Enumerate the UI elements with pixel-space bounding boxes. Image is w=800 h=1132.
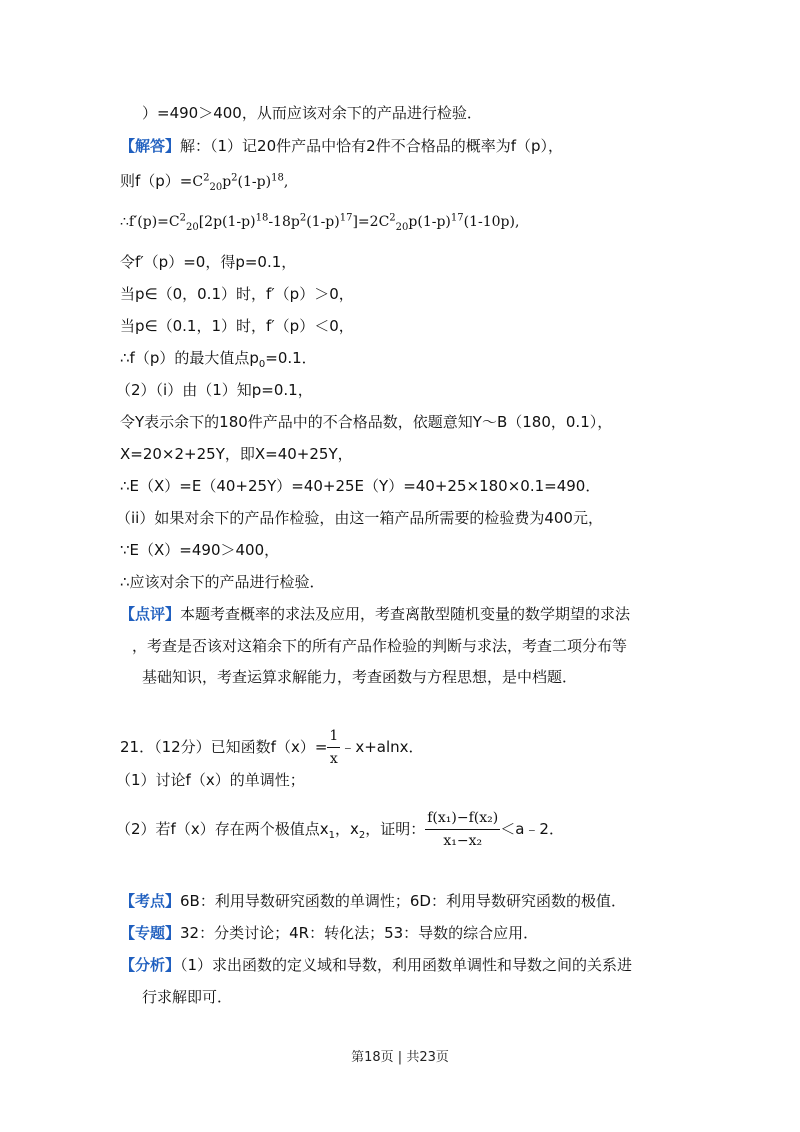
formula-derivative: $\therefore f'(p)=C^2_{20}[2p(1-p)^{18}-18p^2(1-p)^{17}]=2C^2_{20}p(1-p)^{17}(1-10p)$, <box>120 212 520 233</box>
text-line: ∴E（X）=E（40+25Y）=40+25E（Y）=40+25×180×0.1=490． <box>120 477 601 495</box>
text-line: ∵E（X）=490＞400， <box>120 541 280 559</box>
text-line: （2）（i）由（1）知p=0.1， <box>116 381 313 399</box>
zhuanti-tag: 【专题】 <box>120 924 181 942</box>
fraction-difference-quotient: $\frac{\text{f(x₁)−f(x₂)}}{\text{x₁−x₂}}$ <box>427 810 499 849</box>
text-line: 当p∈（0.1，1）时，f′（p）＜0， <box>120 317 354 335</box>
dianping-tag: 【点评】 <box>120 605 181 623</box>
formula-line-fp: 则$f(p)=C^2_{20}p^2(1-p)^{18}$, <box>120 172 289 193</box>
text-line: 令Y表示余下的180件产品中的不合格品数，依题意知Y～B（180，0.1）， <box>120 413 613 431</box>
question-21-title: 21．（12分）已知函数f（x）= $\frac{1}{x}$ ﹣x+alnx． <box>120 728 424 767</box>
comment-line: 【点评】本题考查概率的求法及应用，考查离散型随机变量的数学期望的求法 <box>120 605 631 623</box>
kaodian-tag: 【考点】 <box>120 892 181 910</box>
page-total: 共23页 <box>406 1050 449 1065</box>
jieda-tag: 【解答】 <box>120 137 181 155</box>
footer-separator: | <box>397 1050 403 1065</box>
text-line: ，考查是否该对这箱余下的所有产品作检验的判断与求法，考查二项分布等 <box>132 637 628 655</box>
text-line: ）=490＞400，从而应该对余下的产品进行检验． <box>142 104 482 122</box>
text-line: （ii）如果对余下的产品作检验，由这一箱产品所需要的检验费为400元， <box>116 509 603 527</box>
formula-fp: $C^2_{20}p^2(1-p)^{18}$, <box>192 172 289 193</box>
text-line: 行求解即可． <box>142 988 233 1006</box>
formula-line-derivative <box>120 211 519 232</box>
zhuanti-line: 【专题】32：分类讨论；4R：转化法；53：导数的综合应用． <box>120 924 539 942</box>
text-line: 当p∈（0，0.1）时，f′（p）＞0， <box>120 285 354 303</box>
fenxi-line: 【分析】（1）求出函数的定义域和导数，利用函数单调性和导数之间的关系进 <box>120 956 633 974</box>
text-line: ∴f（p）的最大值点$p_0=0.1$． <box>120 349 317 370</box>
text-line: 基础知识，考查运算求解能力，考查函数与方程思想，是中档题． <box>142 668 578 686</box>
text-line: X=20×2+25Y，即X=40+25Y， <box>120 445 353 463</box>
page-number: 第18页 <box>351 1050 394 1065</box>
kaodian-line: 【考点】6B：利用导数研究函数的单调性；6D：利用导数研究函数的极值． <box>120 892 626 910</box>
fenxi-tag: 【分析】 <box>120 956 181 974</box>
solution-line: 【解答】解：（1）记20件产品中恰有2件不合格品的概率为f（p）， <box>120 137 563 155</box>
question-21-part2: （2）若f（x）存在两个极值点$x_1$，$x_2$，证明： $\frac{\text{f(x₁)−f(x₂)}}{\text{x₁−x₂}}$ ＜a﹣2． <box>116 810 564 849</box>
page-footer <box>0 1046 800 1065</box>
text-line: 令f′（p）=0，得p=0.1， <box>120 253 297 271</box>
text-line: ∴应该对余下的产品进行检验． <box>120 573 325 591</box>
question-21-part1: （1）讨论f（x）的单调性； <box>116 771 305 789</box>
fraction-one-over-x: $\frac{1}{x}$ <box>329 728 339 767</box>
